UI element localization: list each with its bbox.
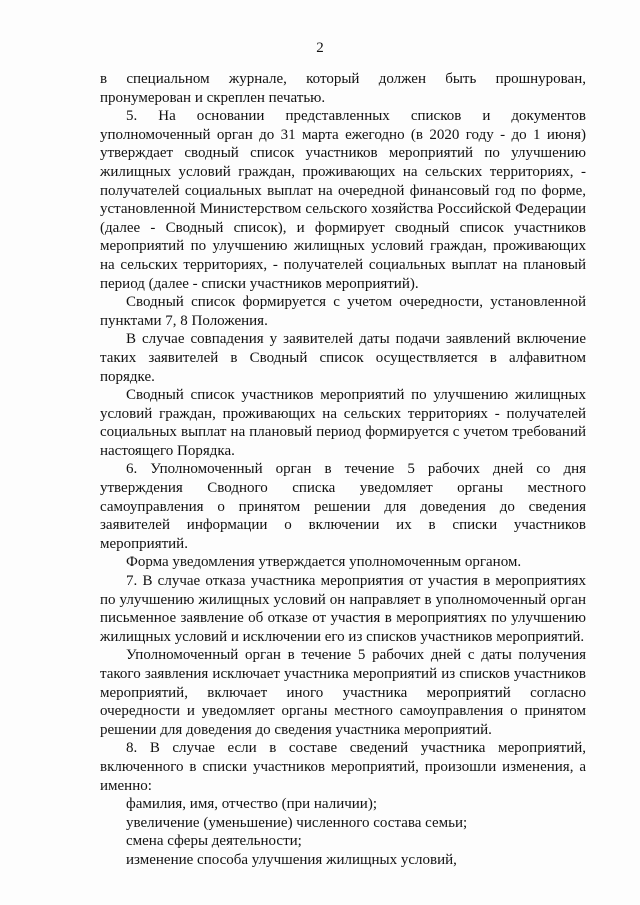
list-item: фамилия, имя, отчество (при наличии); [126, 796, 377, 813]
list-item: увеличение (уменьшение) численного состава семьи; [126, 814, 468, 831]
paragraph-exclusion: Уполномоченный орган в течение 5 рабочих дней с даты получения такого заявления исключает участника мероприятий из списков участников мероприятий, включает иного участника мероприятий согласно очередности и уведомляет органы местного самоуправления о принятом решении для доведения до сведения участника мероприятий. [100, 647, 586, 738]
document-body [100, 70, 586, 870]
paragraph-ordering: Сводный список формируется с учетом очередности, установленной пунктами 7, 8 Положения. [100, 294, 586, 329]
paragraph-planned-period: Сводный список участников мероприятий по улучшению жилищных условий граждан, проживающих на сельских территориях - получателей социальных выплат на плановый период формируется с учетом требований настоящего Порядка. [100, 387, 586, 459]
paragraph-clause-8: 8. В случае если в составе сведений участника мероприятий, включенного в списки участников мероприятий, произошли изменения, а именно: [100, 740, 586, 794]
page-number: 2 [316, 40, 324, 56]
list-item: смена сферы деятельности; [126, 833, 302, 850]
list-item: изменение способа улучшения жилищных условий, [126, 851, 457, 868]
paragraph-alphabetical: В случае совпадения у заявителей даты подачи заявлений включение таких заявителей в Сводный список осуществляется в алфавитном порядке. [100, 331, 586, 385]
paragraph-continuation: в специальном журнале, который должен быть прошнурован, пронумерован и скреплен печатью. [100, 71, 586, 106]
paragraph-clause-6: 6. Уполномоченный орган в течение 5 рабочих дней со дня утверждения Сводного списка уведомляет органы местного самоуправления о принятом решении для доведения до сведения заявителей информации о включении их в списки участников мероприятий. [100, 461, 586, 552]
paragraph-clause-5: 5. На основании представленных списков и документов уполномоченный орган до 31 марта ежегодно (в 2020 году - до 1 июня) утверждает сводный список участников мероприятий по улучшению жилищных условий граждан, проживающих на сельских территориях, - получателей социальных выплат на очередной финансовый год по форме, установленной Министерством сельского хозяйства Российской Федерации (далее - Сводный список), и формирует сводный список участников мероприятий по улучшению жилищных условий граждан, проживающих на сельских территориях, - получателей социальных выплат на плановый период (далее - списки участников мероприятий). [100, 108, 586, 292]
paragraph-clause-7: 7. В случае отказа участника мероприятия от участия в мероприятиях по улучшению жилищных условий он направляет в уполномоченный орган письменное заявление об отказе от участия в мероприятиях по улучшению жилищных условий и исключении его из списков участников мероприятий. [100, 573, 586, 645]
paragraph-notification-form: Форма уведомления утверждается уполномоченным органом. [126, 554, 522, 571]
